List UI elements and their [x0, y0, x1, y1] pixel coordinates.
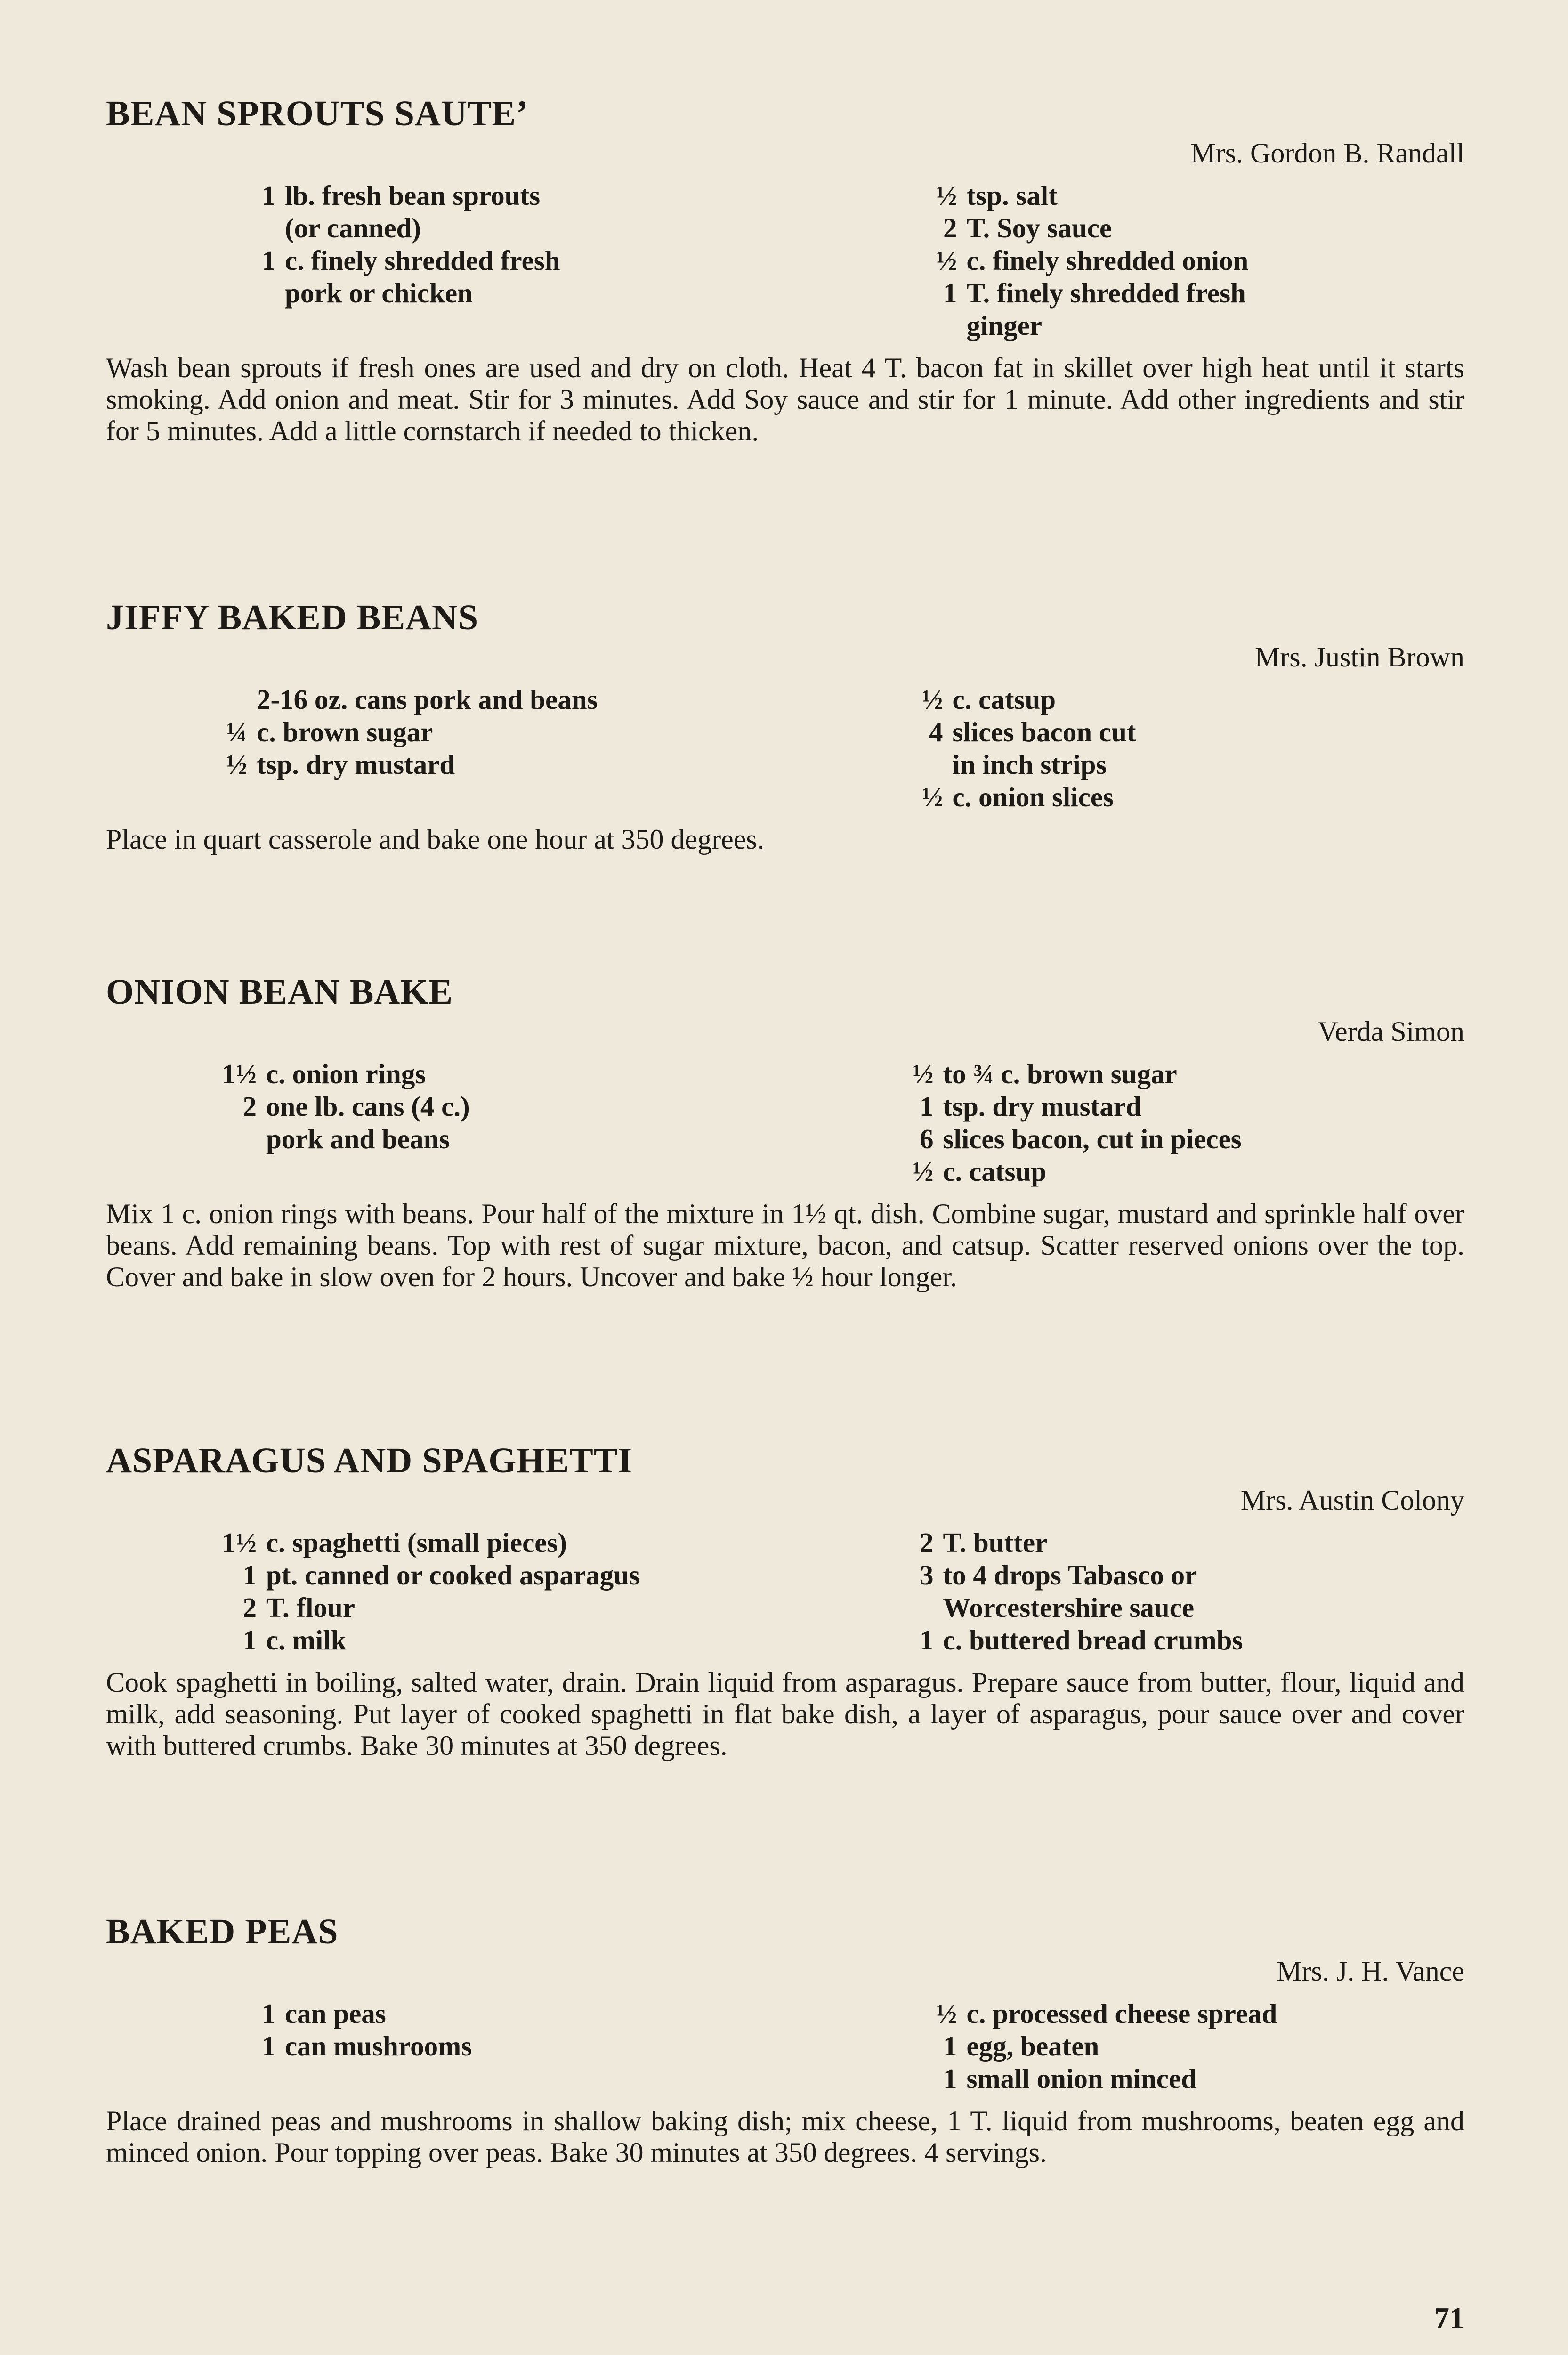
recipe-asparagus-and-spaghetti	[106, 1439, 1464, 1762]
recipe-author: Verda Simon	[1317, 1016, 1464, 1047]
ingredient-line: 1 can mushrooms	[261, 2030, 472, 2062]
ingredient-line: Worcestershire sauce	[943, 1592, 1195, 1623]
ingredient-line: 1 can peas	[261, 1998, 386, 2029]
ingredient-line: 1½ c. onion rings	[222, 1058, 426, 1089]
ingredient-line: 1 T. finely shredded fresh	[943, 277, 1246, 309]
ingredients	[106, 1058, 1464, 1188]
ingredient-line: 1½ c. spaghetti (small pieces)	[222, 1527, 567, 1558]
ingredients-right	[760, 1527, 1465, 1657]
ingredient-line: 2 T. flour	[242, 1592, 356, 1623]
ingredient-line: 2 T. butter	[920, 1527, 1048, 1558]
ingredients-left	[106, 683, 769, 813]
ingredient-line: pork or chicken	[285, 277, 473, 309]
ingredient-line: ½ c. catsup	[913, 1156, 1047, 1187]
recipe-directions: Cook spaghetti in boiling, salted water, drain. Drain liquid from asparagus. Prepare sauce from butter, flour, liquid and milk, add seasoning. Put layer of cooked spaghetti in flat bake dish, a layer of asparagus, pour sauce over and cover with buttered crumbs. Bake 30 minutes at 350 degrees.	[106, 1667, 1464, 1761]
ingredients-right	[783, 179, 1465, 342]
recipe-author: Mrs. Austin Colony	[1240, 1485, 1464, 1516]
ingredients-left	[106, 1527, 760, 1657]
ingredient-line: ½ to ¾ c. brown sugar	[913, 1058, 1177, 1089]
ingredient-line: 1 pt. canned or cooked asparagus	[242, 1559, 640, 1591]
ingredient-line: ½ tsp. salt	[936, 180, 1058, 211]
ingredient-line: pork and beans	[266, 1123, 450, 1154]
ingredient-line: ½ c. processed cheese spread	[936, 1998, 1277, 2029]
page-number: 71	[1434, 2301, 1464, 2335]
recipe-bean-sprouts-saute	[106, 92, 1464, 447]
ingredients-right	[783, 1998, 1465, 2095]
recipe-jiffy-baked-beans	[106, 596, 1464, 855]
ingredient-line: ginger	[966, 310, 1043, 341]
recipe-onion-bean-bake	[106, 970, 1464, 1293]
ingredients-right	[769, 683, 1465, 813]
recipe-title: ASPARAGUS AND SPAGHETTI	[106, 1441, 633, 1480]
ingredient-line: 1 small onion minced	[943, 2063, 1196, 2094]
ingredient-line: 6 slices bacon, cut in pieces	[920, 1123, 1242, 1154]
ingredient-line: ½ c. onion slices	[922, 781, 1114, 812]
recipe-directions: Wash bean sprouts if fresh ones are used and dry on cloth. Heat 4 T. bacon fat in skillet over high heat until it starts smoking. Add onion and meat. Stir for 3 minutes. Add Soy sauce and stir for 1 minute. Add other ingredients and stir for 5 minutes. Add a little cornstarch if needed to thicken.	[106, 352, 1464, 447]
ingredient-line: 2 T. Soy sauce	[943, 212, 1112, 244]
recipe-title: BAKED PEAS	[106, 1912, 339, 1951]
recipe-title: JIFFY BAKED BEANS	[106, 598, 479, 637]
ingredients	[106, 1527, 1464, 1657]
recipe-title: ONION BEAN BAKE	[106, 972, 453, 1012]
ingredients-left	[106, 179, 783, 342]
ingredients-left	[106, 1058, 760, 1188]
ingredient-line: (or canned)	[285, 212, 421, 244]
ingredient-line: 1 egg, beaten	[943, 2030, 1099, 2062]
ingredient-line: 2 one lb. cans (4 c.)	[242, 1091, 470, 1122]
ingredient-line: ½ tsp. dry mustard	[226, 749, 455, 780]
ingredient-line: 1 tsp. dry mustard	[920, 1091, 1141, 1122]
ingredient-line: ½ c. finely shredded onion	[936, 245, 1249, 276]
ingredients-left	[106, 1998, 783, 2095]
ingredients	[106, 683, 1464, 813]
ingredient-line: 1 c. buttered bread crumbs	[920, 1624, 1243, 1656]
recipe-directions: Mix 1 c. onion rings with beans. Pour half of the mixture in 1½ qt. dish. Combine sugar, mustard and sprinkle half over beans. Add remaining beans. Top with rest of sugar mixture, bacon, and catsup. Scatter reserved onions over the top. Cover and bake in slow oven for 2 hours. Uncover and bake ½ hour longer.	[106, 1198, 1464, 1292]
recipe-baked-peas	[106, 1910, 1464, 2168]
ingredients	[106, 179, 1464, 342]
ingredient-line: in inch strips	[952, 749, 1107, 780]
recipe-author: Mrs. Justin Brown	[1254, 642, 1464, 673]
ingredient-line: 1 c. finely shredded fresh	[261, 245, 560, 276]
ingredient-line: ¼ c. brown sugar	[226, 716, 433, 747]
ingredient-line: 3 to 4 drops Tabasco or	[920, 1559, 1197, 1591]
recipe-author: Mrs. J. H. Vance	[1277, 1956, 1464, 1987]
ingredients	[106, 1998, 1464, 2095]
ingredient-line: 2-16 oz. cans pork and beans	[257, 684, 598, 715]
recipe-author: Mrs. Gordon B. Randall	[1190, 138, 1464, 169]
recipe-directions: Place drained peas and mushrooms in shallow baking dish; mix cheese, 1 T. liquid from mushrooms, beaten egg and minced onion. Pour topping over peas. Bake 30 minutes at 350 degrees. 4 servings.	[106, 2105, 1464, 2168]
ingredient-line: ½ c. catsup	[922, 684, 1056, 715]
ingredients-right	[760, 1058, 1465, 1188]
ingredient-line: 1 lb. fresh bean sprouts	[261, 180, 541, 211]
recipe-directions: Place in quart casserole and bake one hour at 350 degrees.	[106, 824, 764, 855]
ingredient-line: 1 c. milk	[242, 1624, 347, 1656]
recipe-title: BEAN SPROUTS SAUTE’	[106, 94, 529, 133]
ingredient-line: 4 slices bacon cut	[929, 716, 1136, 747]
